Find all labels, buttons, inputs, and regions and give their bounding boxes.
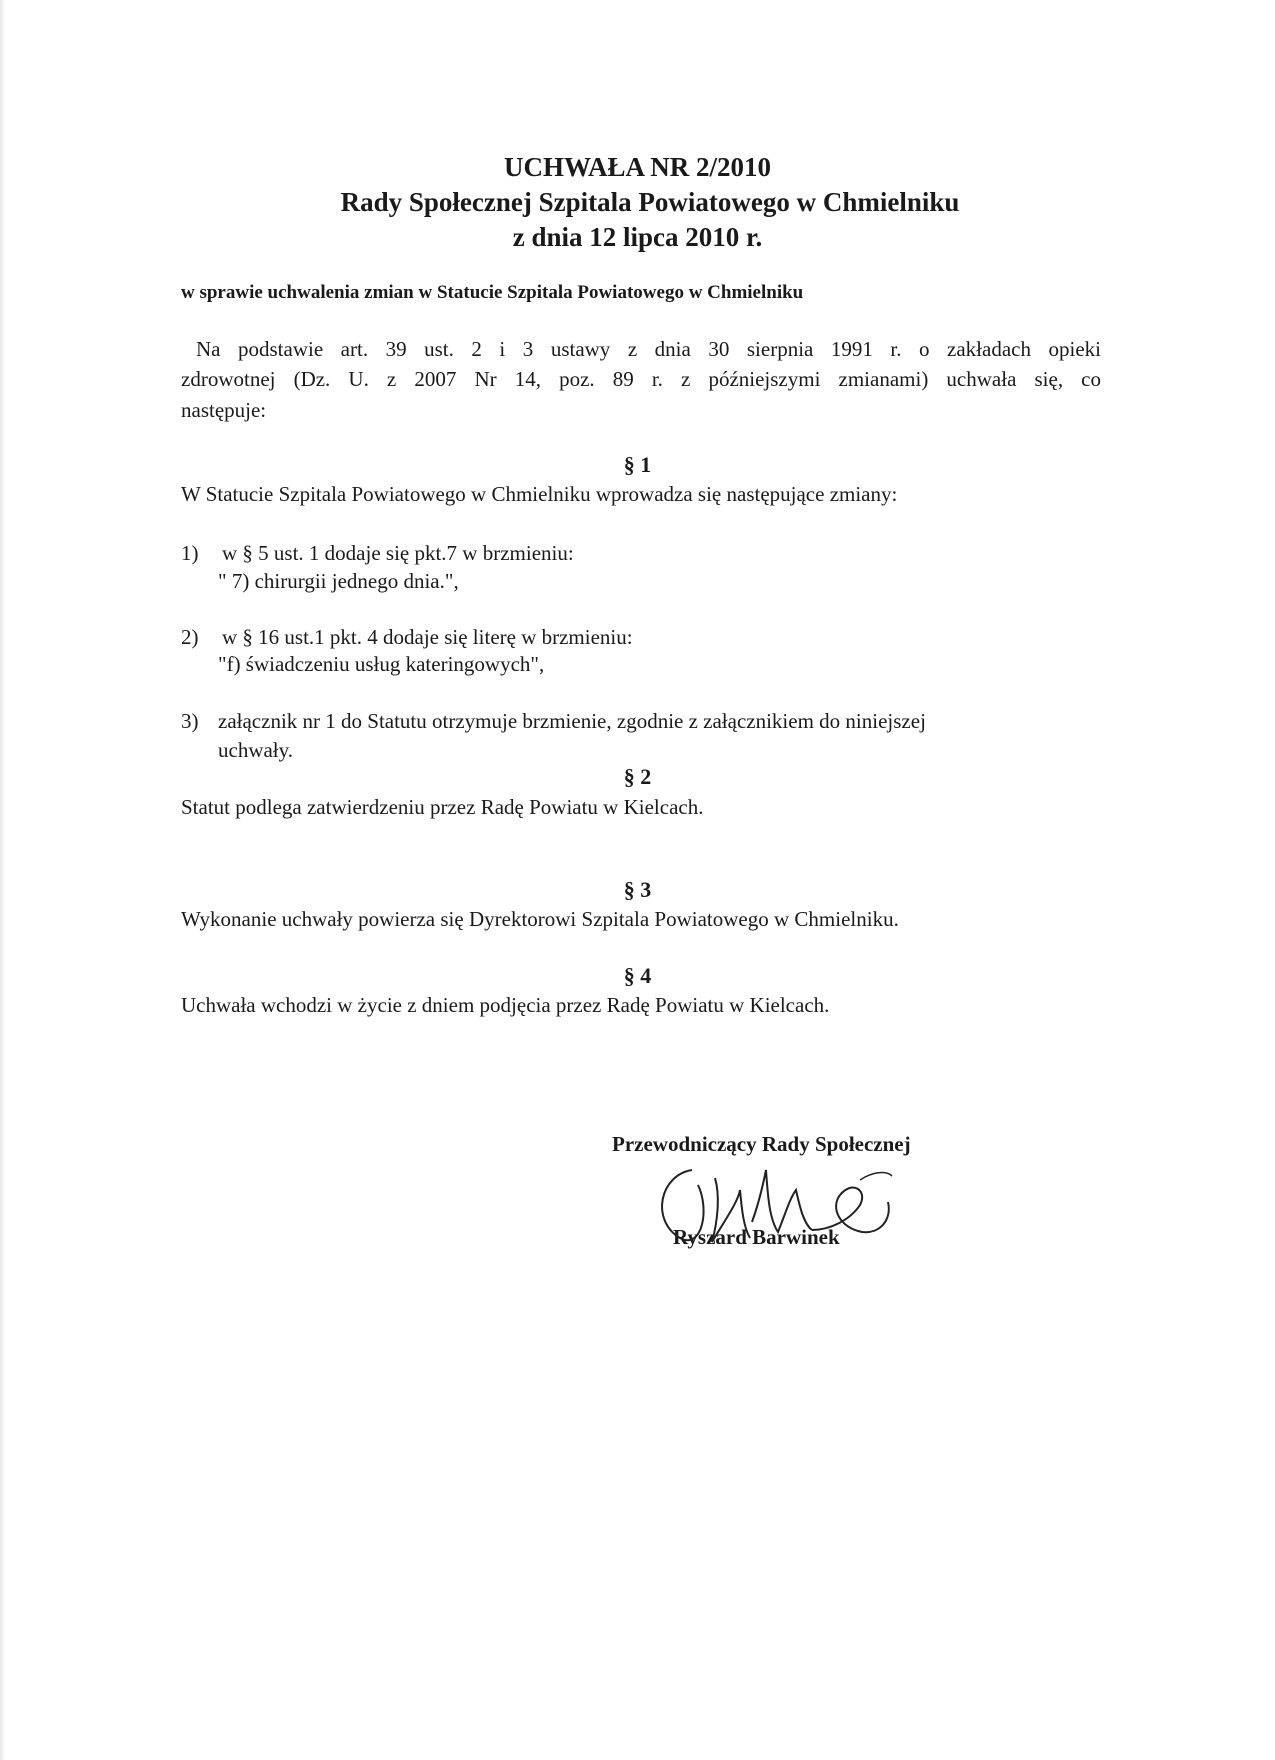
section-2-mark: § 2: [623, 764, 652, 789]
signatory-title: Przewodniczący Rady Społecznej: [612, 1132, 911, 1156]
item-3-number: 3): [181, 709, 199, 733]
preamble-line-3: następuje:: [181, 398, 267, 422]
resolution-issuer: Rady Społecznej Szpitala Powiatowego w Chmielniku: [340, 187, 960, 217]
preamble-line-1: [196, 337, 1101, 362]
item-2-line-1: w § 16 ust.1 pkt. 4 dodaje się literę w brzmieniu:: [222, 625, 633, 649]
item-3-line-1: załącznik nr 1 do Statutu otrzymuje brzmienie, zgodnie z załącznikiem do niniejszej: [218, 709, 926, 733]
preamble-line-1-text: Na podstawie art. 39 ust. 2 i 3 ustawy z dnia 30 sierpnia 1991 r. o zakładach opieki: [196, 337, 1101, 361]
resolution-title: UCHWAŁA NR 2/2010: [503, 152, 772, 182]
signatory-name: Ryszard Barwinek: [673, 1225, 840, 1249]
section-1-text: W Statucie Szpitala Powiatowego w Chmielniku wprowadza się następujące zmiany:: [181, 482, 898, 506]
handwritten-signature: [640, 1150, 940, 1260]
section-2-text: Statut podlega zatwierdzeniu przez Radę Powiatu w Kielcach.: [181, 795, 704, 819]
preamble-line-2-text: zdrowotnej (Dz. U. z 2007 Nr 14, poz. 89 r. z późniejszymi zmianami) uchwała się, co: [181, 367, 1101, 391]
item-2-number: 2): [181, 625, 199, 649]
item-2-line-2: "f) świadczeniu usług kateringowych",: [218, 652, 545, 676]
item-1-number: 1): [181, 541, 199, 565]
resolution-subject: w sprawie uchwalenia zmian w Statucie Szpitala Powiatowego w Chmielniku: [181, 282, 804, 303]
item-3-line-2: uchwały.: [218, 738, 294, 762]
resolution-date: z dnia 12 lipca 2010 r.: [512, 222, 763, 252]
section-4-mark: § 4: [623, 963, 652, 988]
section-3-text: Wykonanie uchwały powierza się Dyrektorowi Szpitala Powiatowego w Chmielniku.: [181, 907, 899, 931]
section-4-text: Uchwała wchodzi w życie z dniem podjęcia przez Radę Powiatu w Kielcach.: [181, 993, 830, 1017]
section-1-mark: § 1: [623, 452, 652, 477]
item-1-line-2: " 7) chirurgii jednego dnia.",: [218, 569, 459, 593]
section-3-mark: § 3: [623, 877, 652, 902]
preamble-line-2: [181, 367, 1101, 392]
item-1-line-1: w § 5 ust. 1 dodaje się pkt.7 w brzmieniu:: [222, 541, 574, 565]
